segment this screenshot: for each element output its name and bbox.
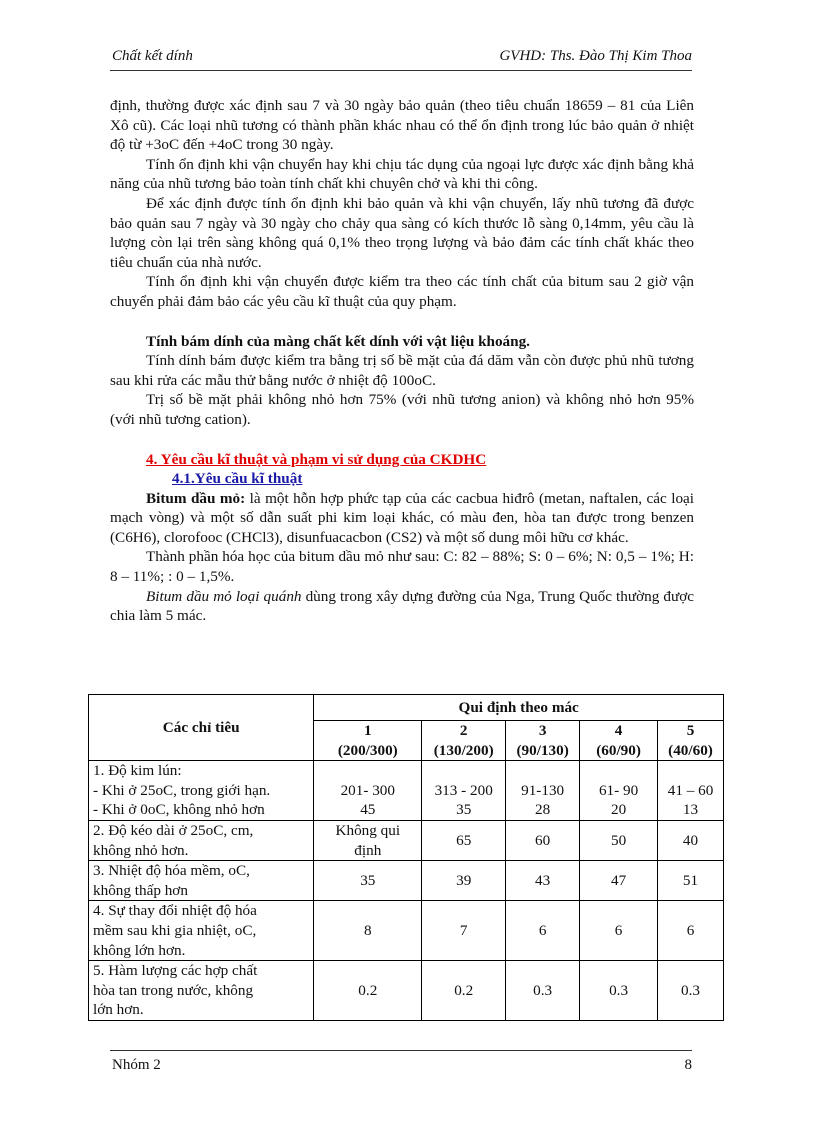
value-line: 43 — [535, 871, 551, 889]
value-line: 40 — [682, 831, 699, 849]
grade-range: (130/200) — [433, 741, 494, 759]
value-line — [510, 761, 575, 781]
criteria-cell — [89, 901, 314, 961]
paragraph: Tính ổn định khi vận chuyển hay khi chịu tác dụng của ngoại lực được xác định bằng khả năng của nhũ tương bảo toàn tính chất khi chuyên chở và khi thi công. — [110, 155, 694, 193]
bitumen-term: Bitum dầu mỏ: — [146, 489, 246, 507]
criteria-line: 1. Độ kim lún: — [93, 762, 182, 780]
criteria-line: 4. Sự thay đổi nhiệt độ hóa — [93, 902, 257, 920]
grade-header — [580, 721, 658, 761]
value-line: 313 - 200 — [434, 781, 493, 799]
criteria-line: - Khi ở 0oC, không nhỏ hơn — [93, 801, 265, 819]
value-line: 6 — [538, 921, 547, 939]
criteria-cell — [89, 761, 314, 821]
grade-range: (60/90) — [596, 741, 641, 759]
value-cell — [422, 861, 506, 901]
value-line: 65 — [456, 831, 472, 849]
value-cell — [422, 901, 506, 961]
value-cell — [314, 761, 422, 821]
value-cell — [506, 820, 580, 860]
value-line: 6 — [614, 921, 623, 939]
value-line: 41 – 60 — [667, 781, 714, 799]
criteria-line: không nhỏ hơn. — [93, 841, 189, 859]
value-line: 28 — [535, 801, 551, 819]
page-body — [110, 96, 694, 626]
value-line: 7 — [459, 921, 468, 939]
table-row — [89, 961, 724, 1021]
paragraph: Bitum dầu mỏ loại quánh dùng trong xây dựng đường của Nga, Trung Quốc thường được chia làm 5 mác. — [110, 587, 694, 625]
table-row — [89, 820, 724, 860]
value-line — [584, 761, 653, 781]
criteria-cell — [89, 861, 314, 901]
value-line: 35 — [456, 801, 472, 819]
adhesion-heading: Tính bám dính của màng chất kết dính với vật liệu khoáng. — [146, 332, 530, 350]
grade-header — [314, 721, 422, 761]
value-cell — [506, 861, 580, 901]
value-cell — [658, 761, 724, 821]
value-line: 50 — [610, 831, 627, 849]
header-instructor: GVHD: Ths. Đào Thị Kim Thoa — [499, 48, 692, 64]
criteria-header: Các chỉ tiêu — [89, 695, 314, 761]
value-line: 8 — [363, 921, 372, 939]
value-line: 60 — [535, 831, 551, 849]
value-cell — [314, 901, 422, 961]
grade-header — [506, 721, 580, 761]
criteria-line: 2. Độ kéo dài ở 25oC, cm, — [93, 821, 254, 839]
value-cell — [580, 761, 658, 821]
value-line: định — [354, 841, 382, 859]
value-line: 0.3 — [609, 981, 629, 999]
value-cell — [422, 961, 506, 1021]
table-row — [89, 901, 724, 961]
criteria-cell — [89, 961, 314, 1021]
value-cell — [422, 820, 506, 860]
value-cell — [506, 761, 580, 821]
value-line: 35 — [360, 871, 376, 889]
paragraph: Để xác định được tính ổn định khi bảo quản và khi vận chuyển, lấy nhũ tương đã được bảo quản sau 7 ngày và 30 ngày cho chảy qua sàng có kích thước lỗ sàng 0,14mm, yêu cầu là lượng còn lại trên sàng không quá 0,1% theo trọng lượng và bảo đảm các tính chất khác theo tiêu chuẩn của nhà nước. — [110, 194, 694, 271]
criteria-line: không lớn hơn. — [93, 941, 186, 959]
criteria-line: lớn hơn. — [93, 1001, 144, 1019]
value-cell — [506, 961, 580, 1021]
value-line: 6 — [686, 921, 695, 939]
criteria-line: - Khi ở 25oC, trong giới hạn. — [93, 781, 271, 799]
table-row — [89, 761, 724, 821]
value-cell — [580, 961, 658, 1021]
subsection-heading: 4.1.Yêu cầu kĩ thuật — [172, 470, 303, 488]
value-cell — [658, 901, 724, 961]
grade-number: 1 — [363, 722, 372, 739]
value-line: 39 — [456, 871, 472, 889]
paragraph: Tính dính bám được kiểm tra bằng trị số bề mặt của đá dăm vẫn còn được phủ nhũ tương sau khi rửa các mẫu thử bằng nước ở nhiệt độ 100oC. — [110, 352, 694, 389]
value-cell — [580, 861, 658, 901]
grade-range: (90/130) — [516, 741, 569, 759]
grade-header — [422, 721, 506, 761]
value-line: 0.3 — [533, 981, 553, 999]
grade-number: 4 — [614, 722, 623, 739]
value-cell — [506, 901, 580, 961]
value-cell — [314, 961, 422, 1021]
header-doc-title: Chất kết dính — [112, 48, 193, 64]
value-cell — [314, 861, 422, 901]
page-footer — [110, 1050, 692, 1073]
value-line — [318, 761, 417, 781]
criteria-cell — [89, 820, 314, 860]
grade-header — [658, 721, 724, 761]
paragraph: Bitum dầu mỏ: là một hỗn hợp phức tạp của các cacbua hiđrô (metan, naftalen, các loại mạch vòng) và một số dẫn suất phi kim loại khác, có màu đen, hòa tan được trong benzen (C6H6), clorofooc (CHCl3), disunfuacacbon (CS2) và một số dung môi hữu cơ khác. — [110, 489, 694, 546]
criteria-line: hòa tan trong nước, không — [93, 981, 254, 999]
bitumen-type-term: Bitum dầu mỏ loại quánh — [146, 587, 302, 605]
paragraph: Thành phần hóa học của bitum dầu mỏ như sau: C: 82 – 88%; S: 0 – 6%; N: 0,5 – 1%; H: 8 – 11%; : 0 – 1,5%. — [110, 548, 694, 586]
page-number: 8 — [684, 1057, 692, 1073]
grade-number: 5 — [686, 722, 695, 739]
value-line: 0.2 — [358, 981, 378, 999]
grade-number: 3 — [538, 722, 547, 739]
criteria-line: 5. Hàm lượng các hợp chất — [93, 962, 258, 980]
value-line: 47 — [610, 871, 627, 889]
footer-group: Nhóm 2 — [112, 1057, 161, 1073]
paragraph: Trị số bề mặt phải không nhỏ hơn 75% (với nhũ tương anion) và không nhỏ hơn 95% (với nhũ tương cation). — [110, 391, 694, 428]
section-heading: 4. Yêu cầu kĩ thuật và phạm vi sử dụng của CKDHC — [146, 450, 487, 468]
value-line: 91-130 — [521, 781, 565, 799]
value-line: 61- 90 — [598, 781, 639, 799]
value-line: 20 — [610, 801, 627, 819]
paragraph: Tính ổn định khi vận chuyển được kiểm tra theo các tính chất của bitum sau 2 giờ vận chuyển phải đảm bảo các yêu cầu kĩ thuật của quy phạm. — [110, 273, 694, 310]
criteria-line: 3. Nhiệt độ hóa mềm, oC, — [93, 862, 250, 880]
grade-range: (200/300) — [337, 741, 398, 759]
value-line: 0.3 — [681, 981, 700, 999]
value-line — [426, 761, 501, 781]
value-line: Không qui — [335, 821, 401, 839]
table-row — [89, 861, 724, 901]
grade-range: (40/60) — [668, 741, 713, 759]
grade-group-header: Qui định theo mác — [314, 695, 724, 721]
grade-number: 2 — [459, 722, 468, 739]
value-cell — [658, 820, 724, 860]
value-line — [662, 761, 719, 781]
table-body — [89, 761, 724, 1021]
value-line: 45 — [360, 801, 376, 819]
page-header — [110, 48, 692, 71]
value-cell — [580, 820, 658, 860]
paragraph: định, thường được xác định sau 7 và 30 ngày bảo quản (theo tiêu chuẩn 18659 – 81 của Liên Xô cũ). Các loại nhũ tương có thành phần khác nhau có thể ổn định trong lúc bảo quản ở nhiệt độ từ +3oC đến +4oC trong 30 ngày. — [110, 97, 694, 154]
bitumen-grade-table — [88, 694, 724, 1021]
value-cell — [422, 761, 506, 821]
value-line: 201- 300 — [340, 781, 395, 799]
value-line: 51 — [682, 871, 699, 889]
value-cell — [658, 861, 724, 901]
value-line: 0.2 — [454, 981, 474, 999]
value-line: 13 — [682, 801, 699, 819]
criteria-line: mềm sau khi gia nhiệt, oC, — [93, 921, 257, 939]
value-cell — [658, 961, 724, 1021]
value-cell — [580, 901, 658, 961]
criteria-line: không thấp hơn — [93, 881, 188, 899]
value-cell — [314, 820, 422, 860]
